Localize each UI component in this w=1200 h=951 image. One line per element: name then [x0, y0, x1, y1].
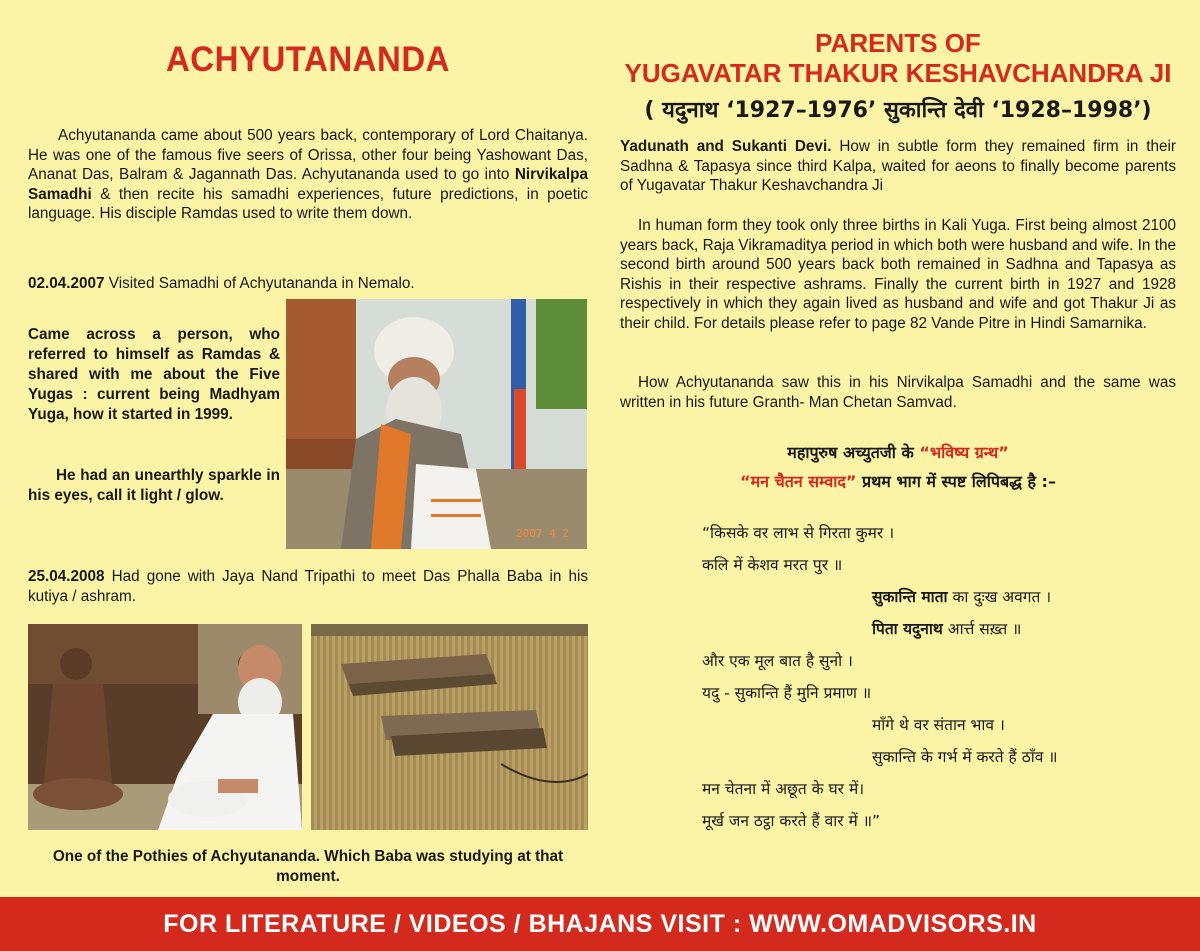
- footer-text[interactable]: FOR LITERATURE / VIDEOS / BHAJANS VISIT : WWW.OMADVISORS.IN: [163, 910, 1037, 938]
- pothi-photo: [311, 624, 588, 830]
- pothi-caption: One of the Pothies of Achyutananda. Which Baba was studying at that moment.: [52, 848, 564, 885]
- intro-paragraph: [28, 126, 588, 224]
- visit2-text: Had gone with Jaya Nand Tripathi to meet Das Phalla Baba in his kutiya / ashram.: [28, 568, 588, 605]
- ramdas-note: Came across a person, who referred to himself as Ramdas & shared with me about the Five Yugas : current being Madhyam Yuga, how it started in 1999.: [28, 326, 280, 423]
- parents-paragraph-2: In human form they took only three births in Kali Yuga. First being almost 2100 years back, Raja Vikramaditya period in which both were husband and wife. In the second birth around 500 years back both remained in Sadhna and Tapasya as Rishis in their respective ashrams. Finally the current birth in 1927 and 1928 respectively in which they again lived as husband and wife and got Thakur Ji as their child. For details please refer to page 82 Vande Pitre in Hindi Samarnika.: [620, 217, 1176, 332]
- ramdas-photo-image: [286, 299, 587, 549]
- parents-paragraph-1: [620, 137, 1176, 196]
- poem-line: “किसके वर लाभ से गिरता कुमर ।: [702, 524, 895, 542]
- intro-text-a: Achyutananda came about 500 years back, contemporary of Lord Chaitanya. He was one of the famous five seers of Orissa, other four being Yashowant Das, Ananat Das, Balram & Jagannath Das. Achyutananda used to go into: [28, 127, 588, 183]
- parents-title: [620, 28, 1176, 88]
- parents-text-1: How in subtle form they remained firm in their Sadhna & Tapasya since third Kalpa, waited for aeons to finally become parents of Yugavatar Thakur Keshavchandra Ji: [620, 138, 1176, 194]
- intro-bold: Nirvikalpa Samadhi: [28, 166, 588, 203]
- pothi-photo-image: [311, 624, 588, 830]
- sparkle-note: He had an unearthly sparkle in his eyes, call it light / glow.: [28, 467, 280, 504]
- poem-text: आर्त्त सख़्त ॥: [942, 620, 1022, 638]
- hindi-heading-2: [620, 470, 1176, 492]
- visit1-date: 02.04.2007: [28, 275, 105, 292]
- poem-text: का दुःख अवगत ।: [947, 588, 1052, 606]
- intro-text-b: & then recite his samadhi experiences, future predictions, in poetic language. His disciple Ramdas used to write them down.: [28, 185, 588, 222]
- parents-title-line2: YUGAVATAR THAKUR KESHAVCHANDRA JI: [624, 58, 1172, 88]
- baba-photo: [28, 624, 302, 830]
- hindi-heading-1-text: महापुरुष अच्युतजी के: [787, 443, 920, 462]
- parents-dates: ( यदुनाथ ‘1927–1976’ सुकान्ति देवी ‘1928–1998’): [644, 98, 1152, 123]
- parents-names: Yadunath and Sukanti Devi.: [620, 138, 832, 155]
- poem-line: यदु - सुकान्ति हैं मुनि प्रमाण ॥: [702, 684, 872, 702]
- hindi-heading-2-text: प्रथम भाग में स्पष्ट लिपिबद्ध है :–: [856, 472, 1056, 491]
- hindi-heading-1: [620, 441, 1176, 463]
- poem-line: और एक मूल बात है सुनो ।: [702, 652, 853, 670]
- visit1-text: Visited Samadhi of Achyutananda in Nemalo.: [104, 275, 415, 292]
- poem-line: मूर्ख जन ठट्ठा करते हैं वार में ॥”: [702, 812, 881, 830]
- visit2-paragraph: [28, 567, 588, 606]
- photo-date-stamp: 2007 4 2: [516, 527, 569, 540]
- poem-bold: सुकान्ति माता: [872, 588, 948, 606]
- parents-title-line1: PARENTS OF: [815, 28, 981, 58]
- poem-line: [872, 617, 1021, 639]
- poem-bold: पिता यदुनाथ: [872, 620, 943, 638]
- baba-photo-image: [28, 624, 302, 830]
- hindi-heading-2-red: “मन चैतन सम्वाद”: [740, 472, 857, 491]
- parents-paragraph-3: How Achyutananda saw this in his Nirvikalpa Samadhi and the same was written in his future Granth- Man Chetan Samvad.: [620, 374, 1176, 411]
- poem-line: माँगे थे वर संतान भाव ।: [872, 716, 1005, 734]
- footer-banner: [0, 897, 1200, 951]
- poem-line: कलि में केशव मरत पुर ॥: [702, 556, 843, 574]
- achyutananda-title: ACHYUTANANDA: [165, 38, 451, 79]
- poem-line: [872, 585, 1051, 607]
- visit2-date: 25.04.2008: [28, 568, 105, 585]
- poem-line: सुकान्ति के गर्भ में करते हैं ठाँव ॥: [872, 748, 1058, 766]
- hindi-heading-1-red: “भविष्य ग्रन्थ”: [919, 443, 1009, 462]
- ramdas-photo: [286, 299, 587, 549]
- visit1-paragraph: [28, 274, 588, 294]
- poem-line: मन चेतना में अछूत के घर में।: [702, 780, 865, 798]
